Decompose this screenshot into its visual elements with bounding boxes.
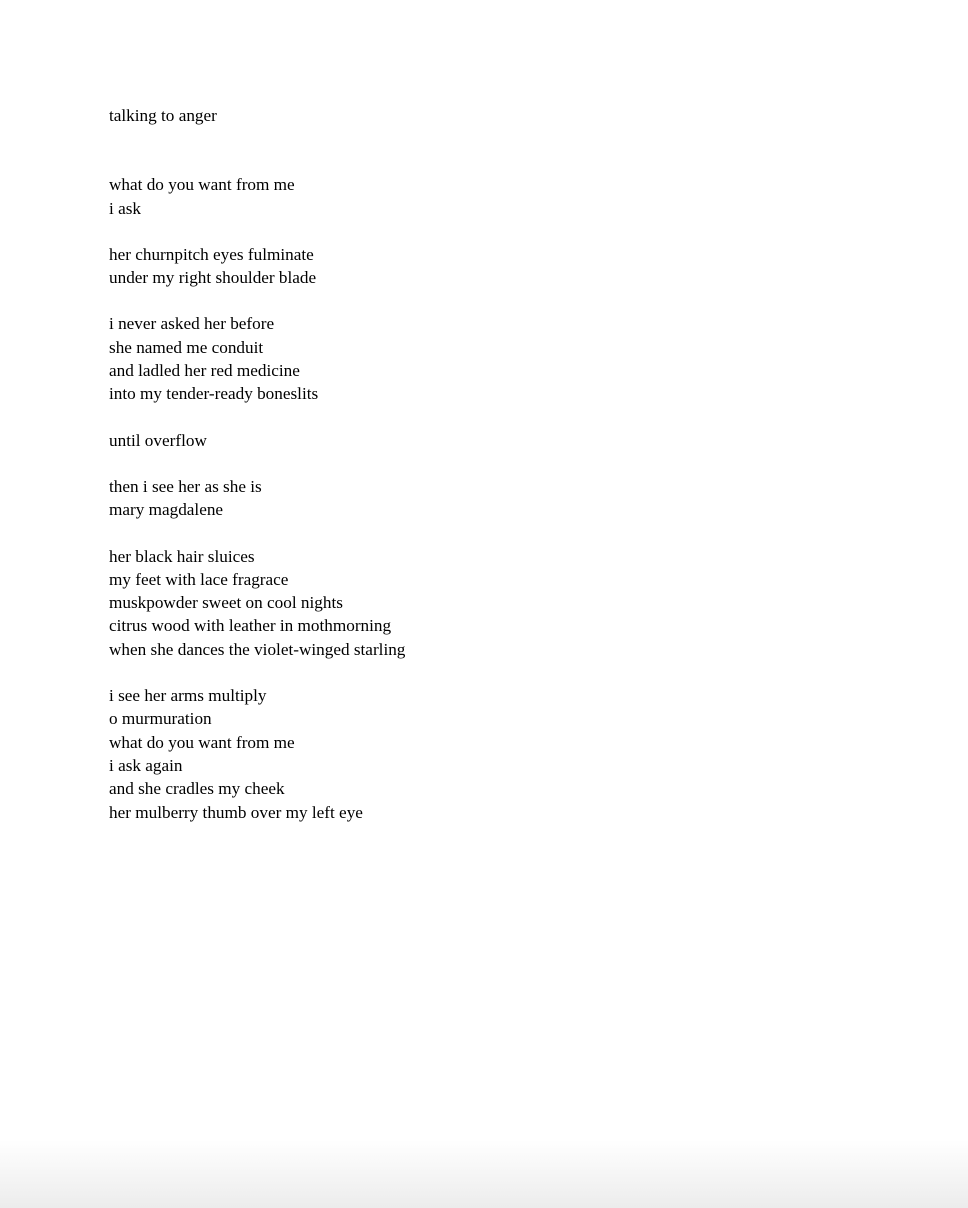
poem-line: she named me conduit bbox=[109, 337, 264, 357]
poem bbox=[109, 104, 405, 847]
poem-line: her mulberry thumb over my left eye bbox=[109, 802, 363, 822]
stanza bbox=[109, 684, 405, 824]
poem-line: until overflow bbox=[109, 430, 207, 450]
poem-line: citrus wood with leather in mothmorning bbox=[109, 616, 392, 636]
poem-line: what do you want from me bbox=[109, 732, 295, 752]
poem-line: what do you want from me bbox=[109, 175, 295, 195]
stanza bbox=[109, 545, 405, 661]
page-bottom-shadow bbox=[0, 1140, 968, 1208]
stanza bbox=[109, 312, 405, 405]
poem-line: i ask again bbox=[109, 755, 183, 775]
stanza bbox=[109, 475, 405, 522]
poem-line: i ask bbox=[109, 198, 141, 218]
poem-line: and she cradles my cheek bbox=[109, 779, 285, 799]
poem-line: when she dances the violet-winged starling bbox=[109, 639, 406, 659]
poem-line: her churnpitch eyes fulminate bbox=[109, 244, 314, 264]
poem-line: into my tender-ready boneslits bbox=[109, 384, 319, 404]
stanza bbox=[109, 173, 405, 220]
poem-line: then i see her as she is bbox=[109, 476, 262, 496]
poem-line: i never asked her before bbox=[109, 314, 275, 334]
poem-line: i see her arms multiply bbox=[109, 686, 267, 706]
poem-line: muskpowder sweet on cool nights bbox=[109, 593, 343, 613]
poem-line: my feet with lace fragrace bbox=[109, 569, 289, 589]
stanza bbox=[109, 243, 405, 290]
poem-line: and ladled her red medicine bbox=[109, 361, 300, 381]
stanza bbox=[109, 429, 405, 452]
poem-line: under my right shoulder blade bbox=[109, 268, 317, 288]
poem-line: mary magdalene bbox=[109, 500, 224, 520]
poem-title: talking to anger bbox=[109, 106, 217, 125]
poem-line: o murmuration bbox=[109, 709, 212, 729]
poem-line: her black hair sluices bbox=[109, 546, 255, 566]
